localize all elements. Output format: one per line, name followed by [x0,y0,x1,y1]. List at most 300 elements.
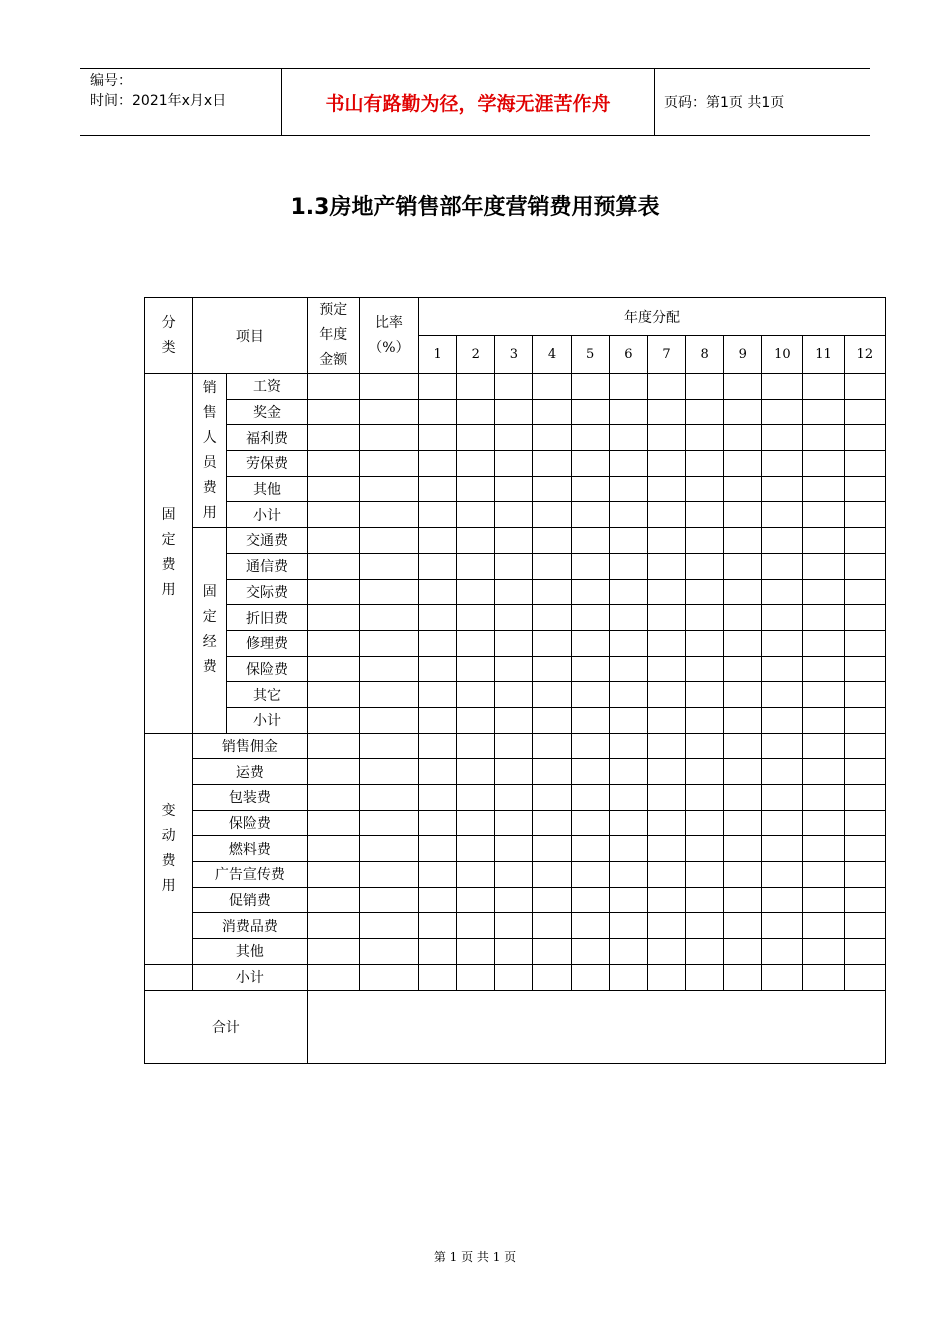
value-cell [457,836,495,862]
value-cell [609,836,647,862]
value-cell [844,476,885,502]
value-cell [686,476,724,502]
value-cell [724,605,762,631]
header-month: 7 [647,336,685,374]
value-cell [762,682,803,708]
value-cell [762,785,803,811]
value-cell [609,605,647,631]
value-cell [571,707,609,733]
value-cell [647,451,685,477]
value-cell [419,887,457,913]
value-cell [495,939,533,965]
value-cell [419,913,457,939]
group-fixed-funds [193,528,227,734]
value-cell [647,605,685,631]
value-cell [803,656,844,682]
category-fixed-char: 固 [161,507,176,524]
value-cell [457,810,495,836]
value-cell [359,810,418,836]
value-cell [686,810,724,836]
value-cell [647,836,685,862]
value-cell [647,579,685,605]
value-cell [457,682,495,708]
value-cell [844,862,885,888]
header-divider [654,69,655,135]
value-cell [762,964,803,990]
item-label: 其他 [193,939,307,965]
document-header [80,68,870,136]
value-cell [571,733,609,759]
value-cell [571,451,609,477]
value-cell [686,451,724,477]
value-cell [686,579,724,605]
table-row [145,656,886,682]
value-cell [609,939,647,965]
value-cell [495,374,533,400]
header-month: 1 [419,336,457,374]
value-cell [844,451,885,477]
value-cell [495,528,533,554]
value-cell [686,785,724,811]
value-cell [609,425,647,451]
value-cell [647,502,685,528]
header-page-info: 页码：第1页 共1页 [664,95,785,111]
value-cell [686,913,724,939]
value-cell [762,810,803,836]
value-cell [495,810,533,836]
value-cell [686,399,724,425]
value-cell [571,964,609,990]
value-cell [609,785,647,811]
value-cell [419,759,457,785]
value-cell [307,939,359,965]
value-cell [724,656,762,682]
table-row [145,682,886,708]
group-fixed-funds-char: 定 [202,609,217,626]
value-cell [724,579,762,605]
item-label: 保险费 [193,810,307,836]
value-cell [762,913,803,939]
value-cell [457,887,495,913]
value-cell [844,682,885,708]
value-cell [724,733,762,759]
value-cell [533,553,571,579]
value-cell [571,553,609,579]
value-cell [762,374,803,400]
value-cell [457,451,495,477]
value-cell [803,630,844,656]
value-cell [457,913,495,939]
category-variable-char: 用 [161,877,176,894]
value-cell [495,682,533,708]
value-cell [803,605,844,631]
table-row [145,733,886,759]
value-cell [609,399,647,425]
value-cell [844,707,885,733]
value-cell [307,887,359,913]
value-cell [686,425,724,451]
item-label: 工资 [227,374,307,400]
value-cell [307,399,359,425]
value-cell [803,810,844,836]
table-row [145,785,886,811]
value-cell [571,502,609,528]
value-cell [307,964,359,990]
budget-table [144,297,886,1064]
value-cell [419,605,457,631]
value-cell [571,682,609,708]
value-cell [844,630,885,656]
value-cell [457,476,495,502]
value-cell [307,862,359,888]
value-cell [307,553,359,579]
value-cell [724,374,762,400]
value-cell [609,630,647,656]
item-label: 其它 [227,682,307,708]
value-cell [724,862,762,888]
value-cell [419,810,457,836]
value-cell [571,528,609,554]
value-cell [609,759,647,785]
value-cell [359,785,418,811]
value-cell [533,964,571,990]
value-cell [762,707,803,733]
value-cell [419,733,457,759]
value-cell [844,399,885,425]
value-cell [495,399,533,425]
value-cell [359,528,418,554]
value-cell [803,502,844,528]
value-cell [533,707,571,733]
value-cell [419,707,457,733]
group-sales-staff-char: 用 [202,504,217,521]
table-row [145,528,886,554]
value-cell [533,887,571,913]
value-cell [686,528,724,554]
page-title: 1.3房地产销售部年度营销费用预算表 [290,195,660,220]
value-cell [571,476,609,502]
value-cell [762,836,803,862]
value-cell [359,939,418,965]
value-cell [533,759,571,785]
value-cell [307,630,359,656]
value-cell [307,656,359,682]
value-cell [686,502,724,528]
value-cell [359,913,418,939]
category-fixed [145,374,193,734]
value-cell [647,656,685,682]
value-cell [457,656,495,682]
value-cell [419,964,457,990]
table-row [145,707,886,733]
value-cell [419,425,457,451]
value-cell [533,502,571,528]
value-cell [686,707,724,733]
value-cell [724,836,762,862]
table-row [145,630,886,656]
value-cell [495,451,533,477]
value-cell [571,810,609,836]
value-cell [844,502,885,528]
value-cell [457,759,495,785]
table-row [145,836,886,862]
value-cell [609,682,647,708]
value-cell [803,836,844,862]
table-row [145,476,886,502]
value-cell [495,425,533,451]
group-sales-staff-char: 销 [202,379,217,396]
value-cell [647,733,685,759]
group-sales-staff-char: 人 [202,429,217,446]
item-label: 消费品费 [193,913,307,939]
value-cell [803,374,844,400]
value-cell [762,553,803,579]
value-cell [803,425,844,451]
value-cell [844,605,885,631]
value-cell [609,476,647,502]
value-cell [803,553,844,579]
header-month: 2 [457,336,495,374]
value-cell [724,630,762,656]
value-cell [307,476,359,502]
value-cell [457,553,495,579]
value-cell [307,913,359,939]
item-label: 通信费 [227,553,307,579]
value-cell [609,964,647,990]
value-cell [647,810,685,836]
value-cell [724,399,762,425]
value-cell [686,374,724,400]
value-cell [647,913,685,939]
header-month: 8 [686,336,724,374]
value-cell [844,528,885,554]
value-cell [686,630,724,656]
value-cell [419,939,457,965]
value-cell [457,964,495,990]
value-cell [647,553,685,579]
category-fixed-char: 费 [161,557,176,574]
value-cell [844,656,885,682]
value-cell [495,656,533,682]
value-cell [844,759,885,785]
value-cell [724,451,762,477]
value-cell [686,553,724,579]
value-cell [647,862,685,888]
item-label: 小计 [227,707,307,733]
value-cell [359,425,418,451]
value-cell [533,913,571,939]
value-cell [803,399,844,425]
header-month: 3 [495,336,533,374]
value-cell [571,656,609,682]
item-label: 广告宣传费 [193,862,307,888]
value-cell [359,733,418,759]
value-cell [457,785,495,811]
value-cell [609,887,647,913]
value-cell [647,399,685,425]
value-cell [419,502,457,528]
value-cell [609,733,647,759]
value-cell [803,707,844,733]
value-cell [533,579,571,605]
value-cell [609,451,647,477]
value-cell [307,707,359,733]
value-cell [457,502,495,528]
value-cell [533,605,571,631]
table-row [145,425,886,451]
value-cell [419,553,457,579]
category-variable-char: 动 [161,827,176,844]
value-cell [647,630,685,656]
value-cell [647,528,685,554]
value-cell [359,656,418,682]
value-cell [419,528,457,554]
value-cell [724,502,762,528]
table-row [145,399,886,425]
value-cell [495,476,533,502]
item-label: 促销费 [193,887,307,913]
value-cell [762,630,803,656]
value-cell [419,374,457,400]
value-cell [457,528,495,554]
value-cell [359,476,418,502]
header-budget [307,298,359,374]
value-cell [419,579,457,605]
group-sales-staff-char: 售 [202,404,217,421]
value-cell [307,682,359,708]
value-cell [686,836,724,862]
item-label: 福利费 [227,425,307,451]
value-cell [495,605,533,631]
value-cell [609,579,647,605]
value-cell [803,862,844,888]
item-label: 交际费 [227,579,307,605]
item-label: 奖金 [227,399,307,425]
value-cell [686,887,724,913]
value-cell [647,707,685,733]
item-label: 折旧费 [227,605,307,631]
value-cell [724,553,762,579]
value-cell [571,836,609,862]
value-cell [359,553,418,579]
header-month: 4 [533,336,571,374]
value-cell [495,785,533,811]
value-cell [533,682,571,708]
value-cell [647,682,685,708]
value-cell [495,964,533,990]
subtotal-row [145,964,886,990]
value-cell [762,656,803,682]
value-cell [359,630,418,656]
value-cell [307,579,359,605]
value-cell [571,630,609,656]
value-cell [803,451,844,477]
value-cell [307,425,359,451]
value-cell [495,579,533,605]
value-cell [762,579,803,605]
value-cell [647,425,685,451]
value-cell [724,425,762,451]
value-cell [307,785,359,811]
value-cell [762,939,803,965]
value-cell [495,887,533,913]
total-value-cell [307,990,885,1063]
value-cell [803,913,844,939]
value-cell [803,528,844,554]
value-cell [457,374,495,400]
value-cell [844,887,885,913]
value-cell [686,682,724,708]
value-cell [844,964,885,990]
header-month: 9 [724,336,762,374]
value-cell [307,759,359,785]
table-row [145,862,886,888]
value-cell [457,579,495,605]
value-cell [307,733,359,759]
header-month: 11 [803,336,844,374]
value-cell [359,502,418,528]
value-cell [359,707,418,733]
table-row [145,579,886,605]
group-fixed-funds-char: 固 [202,584,217,601]
value-cell [359,887,418,913]
value-cell [359,605,418,631]
value-cell [762,887,803,913]
value-cell [533,733,571,759]
value-cell [533,810,571,836]
table-row [145,913,886,939]
header-category-char: 分 [161,314,176,331]
value-cell [803,785,844,811]
value-cell [803,759,844,785]
group-sales-staff-char: 员 [202,454,217,471]
value-cell [844,579,885,605]
value-cell [609,707,647,733]
value-cell [647,374,685,400]
value-cell [457,862,495,888]
value-cell [495,707,533,733]
header-ratio [359,298,418,374]
item-label: 劳保费 [227,451,307,477]
value-cell [533,656,571,682]
subtotal-label: 小计 [193,964,307,990]
value-cell [803,733,844,759]
value-cell [457,630,495,656]
value-cell [495,913,533,939]
header-item: 项目 [193,298,307,374]
value-cell [533,630,571,656]
value-cell [844,553,885,579]
table-row [145,810,886,836]
value-cell [533,528,571,554]
value-cell [686,605,724,631]
value-cell [844,733,885,759]
value-cell [724,682,762,708]
value-cell [457,425,495,451]
header-category-char: 类 [161,339,176,356]
value-cell [686,939,724,965]
value-cell [762,605,803,631]
value-cell [762,862,803,888]
value-cell [359,759,418,785]
value-cell [419,476,457,502]
value-cell [724,913,762,939]
value-cell [495,759,533,785]
value-cell [495,630,533,656]
value-cell [724,810,762,836]
value-cell [762,733,803,759]
value-cell [419,630,457,656]
